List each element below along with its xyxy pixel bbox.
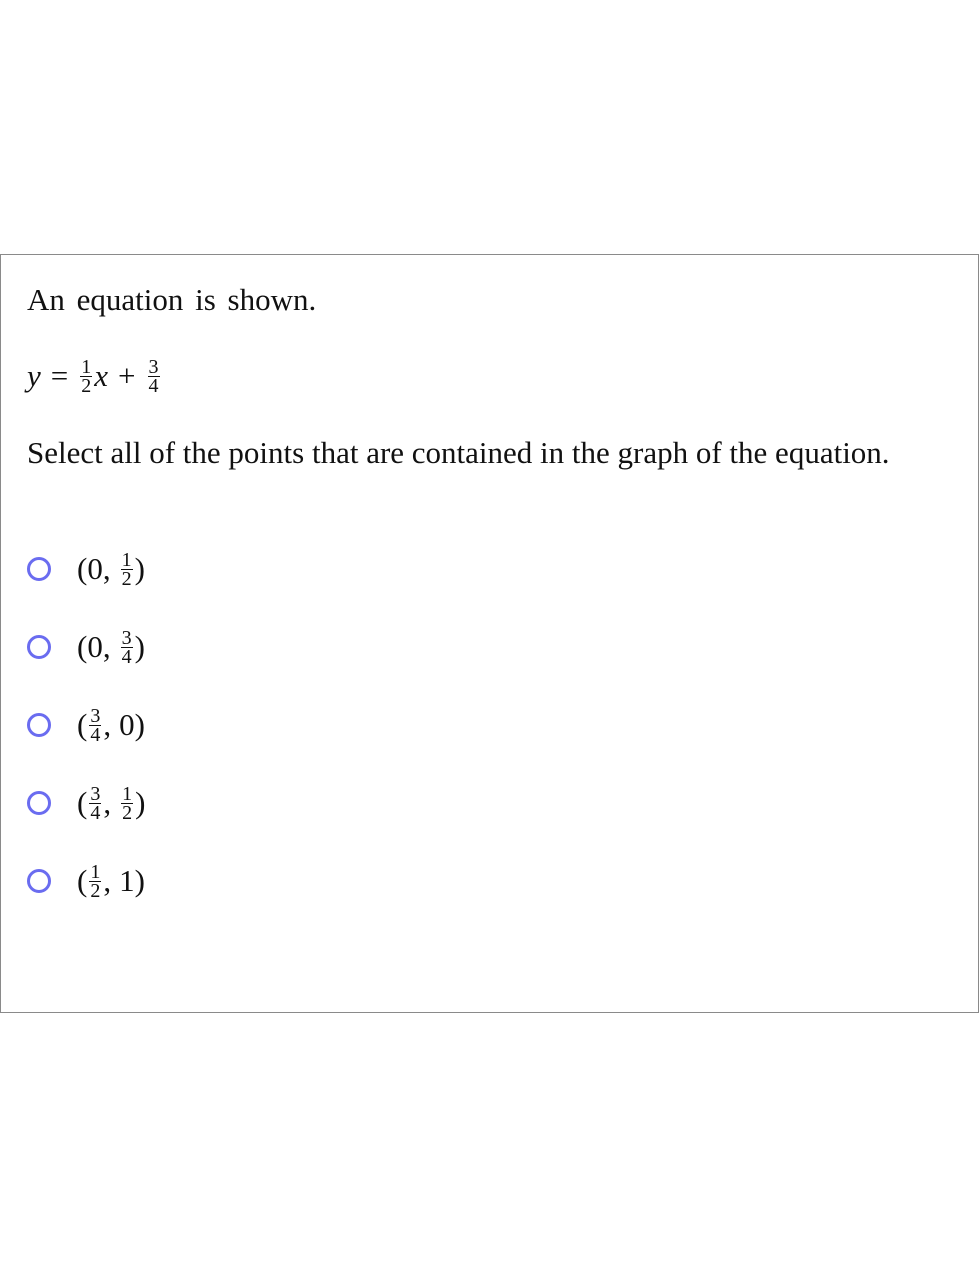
- question-instructions: Select all of the points that are contained in the graph of the equation.: [27, 435, 890, 470]
- answer-option[interactable]: [27, 623, 427, 671]
- fraction-numerator: 1: [81, 355, 92, 378]
- answer-option[interactable]: [27, 545, 427, 593]
- point-label: [77, 625, 145, 669]
- fraction-denominator: 4: [90, 723, 101, 746]
- point-label: [77, 703, 145, 747]
- fraction-denominator: 4: [148, 374, 159, 397]
- point-x-value: [89, 782, 101, 824]
- answer-option[interactable]: [27, 779, 427, 827]
- fraction-numerator: 3: [148, 355, 159, 378]
- point-separator: ,: [102, 629, 111, 664]
- fraction-denominator: 2: [90, 879, 101, 902]
- equation-plus: +: [118, 358, 136, 393]
- equation-coefficient: [80, 355, 92, 397]
- fraction-denominator: 4: [90, 801, 101, 824]
- radio-circle-icon[interactable]: [27, 791, 51, 815]
- answer-options: [27, 545, 427, 935]
- answer-option[interactable]: [27, 701, 427, 749]
- fraction-denominator: 4: [121, 645, 132, 668]
- point-x-value: 0: [87, 629, 103, 664]
- point-separator: ,: [103, 707, 112, 742]
- point-y-value: [121, 626, 133, 668]
- fraction-numerator: 3: [121, 626, 132, 649]
- fraction-numerator: 1: [90, 860, 101, 883]
- fraction-numerator: 1: [121, 548, 132, 571]
- radio-circle-icon[interactable]: [27, 713, 51, 737]
- point-separator: ,: [103, 785, 112, 820]
- point-close-paren: ): [134, 707, 145, 742]
- point-open-paren: (: [77, 863, 88, 898]
- point-x-value: 0: [87, 551, 103, 586]
- fraction-numerator: 3: [90, 782, 101, 805]
- equation-equals: =: [50, 358, 69, 393]
- point-open-paren: (: [77, 629, 88, 664]
- fraction-numerator: 1: [122, 782, 133, 805]
- radio-circle-icon[interactable]: [27, 635, 51, 659]
- answer-option[interactable]: [27, 857, 427, 905]
- point-open-paren: (: [77, 785, 88, 820]
- point-y-value: [121, 548, 133, 590]
- point-open-paren: (: [77, 707, 88, 742]
- point-x-value: [89, 704, 101, 746]
- point-x-value: [89, 860, 101, 902]
- point-separator: ,: [103, 863, 112, 898]
- question-prompt: An equation is shown.: [27, 282, 317, 317]
- point-label: [77, 781, 145, 825]
- fraction-denominator: 2: [121, 567, 132, 590]
- equation: [27, 352, 162, 400]
- point-close-paren: ): [134, 629, 145, 664]
- fraction-numerator: 3: [90, 704, 101, 727]
- point-close-paren: ): [134, 863, 145, 898]
- fraction-denominator: 2: [122, 801, 133, 824]
- radio-circle-icon[interactable]: [27, 557, 51, 581]
- equation-lhs: y: [27, 358, 41, 393]
- point-close-paren: ): [134, 551, 145, 586]
- point-y-value: 1: [119, 863, 135, 898]
- radio-circle-icon[interactable]: [27, 869, 51, 893]
- point-close-paren: ): [135, 785, 146, 820]
- fraction-denominator: 2: [81, 374, 92, 397]
- point-open-paren: (: [77, 551, 88, 586]
- point-separator: ,: [102, 551, 111, 586]
- point-label: [77, 859, 145, 903]
- point-y-value: 0: [119, 707, 135, 742]
- point-label: [77, 547, 145, 591]
- equation-variable: x: [94, 358, 109, 393]
- point-y-value: [121, 782, 133, 824]
- equation-constant: [148, 355, 160, 397]
